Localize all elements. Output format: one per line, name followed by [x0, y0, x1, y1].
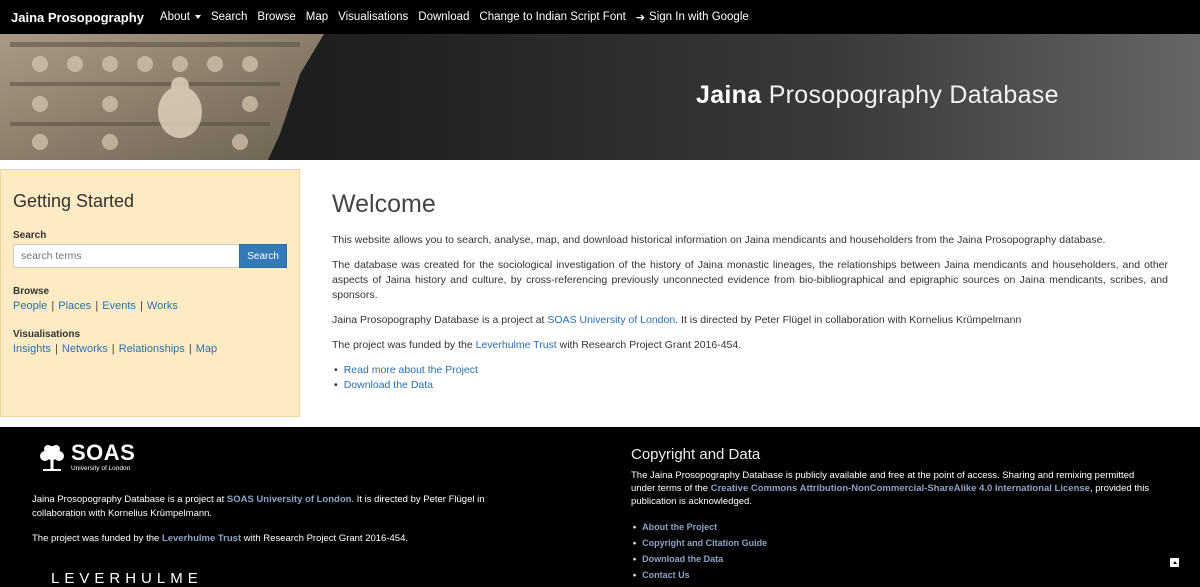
footer-soas-link[interactable]: SOAS University of London	[226, 494, 352, 505]
browse-places-link[interactable]: Places	[58, 300, 92, 312]
footer-project-post: . It is directed by Peter Flügel in collaboration with Kornelius Krümpelmann.	[32, 494, 485, 519]
funding-paragraph	[332, 338, 1168, 353]
nav-about-label: About	[159, 11, 190, 23]
nav-script-font[interactable]: Change to Indian Script Font	[479, 11, 626, 23]
browse-links: People | Places | Events | Works	[13, 300, 178, 312]
nav-visualisations[interactable]: Visualisations	[338, 11, 409, 23]
footer-funding-post: with Research Project Grant 2016-454.	[241, 533, 408, 544]
temple-relief-image	[0, 34, 324, 160]
leverhulme-link[interactable]: Leverhulme Trust	[475, 339, 557, 351]
sign-in-icon: ➔	[635, 11, 646, 24]
footer-citation-link[interactable]: Copyright and Citation Guide	[642, 538, 768, 548]
footer-project-text	[32, 493, 522, 521]
license-link[interactable]: Creative Commons Attribution-NonCommercial-ShareAlike 4.0 International License	[710, 483, 1090, 494]
visualisation-links: Insights | Networks | Relationships | Map	[13, 343, 218, 355]
welcome-content	[332, 190, 1168, 393]
list-item	[631, 567, 1161, 583]
vis-relationships-link[interactable]: Relationships	[118, 343, 185, 355]
soas-subtitle: University of London	[71, 465, 131, 472]
list-item	[334, 363, 1168, 378]
footer-funding-pre: The project was funded by the	[32, 533, 162, 544]
footer-links-list	[631, 519, 1161, 583]
search-label: Search	[13, 230, 47, 241]
leverhulme-logo[interactable]: LEVERHULME	[51, 570, 203, 587]
description-paragraph: The database was created for the sociological investigation of the history of Jaina monastic lineages, the relationships between Jaina mendicants and householders, and other aspects of Jaina history and culture, by cross-referencing previously unconnected evidence from bio-bibliographical and epigraphic sources on Jaina mendicants, scribes, and sponsors.	[332, 259, 1168, 301]
project-paragraph	[332, 313, 1168, 328]
visualisations-label: Visualisations	[13, 329, 81, 340]
nav-signin[interactable]	[636, 11, 749, 24]
funding-text-pre: The project was funded by the	[332, 339, 476, 351]
tree-icon	[37, 444, 67, 472]
copyright-title: Copyright and Data	[631, 446, 761, 463]
footer-copyright	[631, 446, 1161, 583]
browse-label: Browse	[13, 286, 50, 297]
soas-name: SOAS	[71, 440, 136, 465]
nav-download[interactable]: Download	[418, 11, 470, 23]
search-input[interactable]	[13, 244, 239, 268]
nav-browse[interactable]: Browse	[257, 11, 296, 23]
intro-paragraph: This website allows you to search, analyse, map, and download historical information on Jaina mendicants and householders from the Jaina Prosopography database.	[332, 234, 1106, 246]
signin-label: Sign In with Google	[649, 11, 749, 23]
footer-download-link[interactable]: Download the Data	[642, 554, 724, 564]
caret-down-icon	[195, 15, 201, 19]
footer-about-link[interactable]: About the Project	[642, 522, 718, 532]
sidebar-title: Getting Started	[13, 191, 135, 211]
footer-about	[32, 493, 522, 557]
download-data-link[interactable]: Download the Data	[343, 379, 433, 391]
soas-logo[interactable]	[37, 442, 135, 473]
list-item	[631, 535, 1161, 551]
project-text-post: . It is directed by Peter Flügel in collaboration with Kornelius Krümpelmann	[675, 314, 1022, 326]
browse-works-link[interactable]: Works	[146, 300, 178, 312]
list-item	[631, 551, 1161, 567]
footer-contact-link[interactable]: Contact Us	[642, 570, 690, 580]
brand-link[interactable]: Jaina Prosopography	[11, 9, 144, 25]
hero-title	[696, 81, 1059, 110]
footer-funding-text	[32, 532, 522, 546]
hero-title-rest: Prosopography Database	[768, 81, 1059, 109]
funding-text-post: with Research Project Grant 2016-454.	[556, 339, 742, 351]
copyright-pre: The Jaina Prosopography Database is publicly available and free at the point of access. Sharing and remixing permitted under terms of the	[631, 470, 1135, 494]
main-area	[0, 160, 1200, 427]
nav-map[interactable]: Map	[305, 11, 329, 23]
browse-people-link[interactable]: People	[13, 300, 48, 312]
nav-search[interactable]: Search	[210, 11, 248, 23]
footer-project-pre: Jaina Prosopography Database is a project at	[32, 494, 227, 505]
vis-map-link[interactable]: Map	[195, 343, 218, 355]
read-more-link[interactable]: Read more about the Project	[343, 364, 478, 376]
hero-banner	[0, 34, 1200, 160]
page-title: Welcome	[332, 190, 436, 218]
soas-wordmark	[71, 442, 135, 473]
search-form	[13, 244, 287, 268]
footer-leverhulme-link[interactable]: Leverhulme Trust	[161, 533, 242, 544]
vis-networks-link[interactable]: Networks	[61, 343, 108, 355]
getting-started-panel	[0, 169, 300, 417]
browse-events-link[interactable]: Events	[102, 300, 136, 312]
back-to-top-icon[interactable]	[1170, 558, 1179, 567]
main-links-list	[332, 363, 1168, 393]
list-item	[334, 378, 1168, 393]
vis-insights-link[interactable]: Insights	[13, 343, 51, 355]
footer	[0, 427, 1200, 587]
copyright-post: , provided this publication is acknowledged.	[631, 483, 1150, 507]
project-text-pre: Jaina Prosopography Database is a project at	[332, 314, 548, 326]
nav-about[interactable]	[160, 11, 201, 23]
search-button[interactable]: Search	[239, 244, 287, 268]
copyright-text	[631, 469, 1161, 508]
top-navbar	[0, 0, 1200, 34]
list-item	[631, 519, 1161, 535]
soas-link[interactable]: SOAS University of London	[547, 314, 676, 326]
hero-title-bold: Jaina	[696, 81, 762, 109]
